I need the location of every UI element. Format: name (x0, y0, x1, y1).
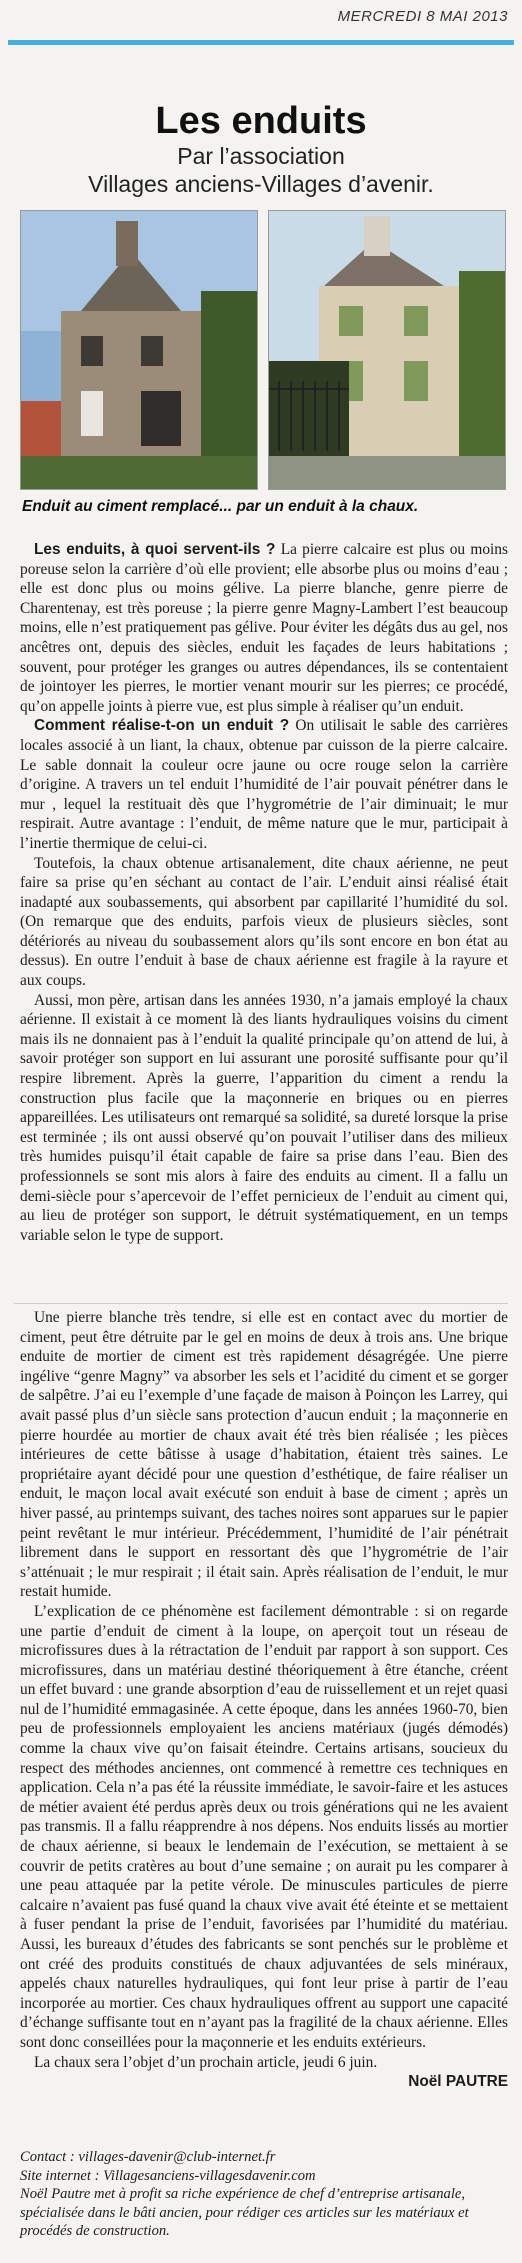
paragraph: L’explication de ce phénomène est facilement démontrable : si on regarde une partie d’enduit de ciment à la loupe, on aperçoit tout un réseau de microfissures dues à la rétractation de l’enduit par rapport à son support. Ces microfissures, dans un matériau destiné théoriquement à être étanche, créent un effet buvard : une grande absorption d’eau de ruissellement et un rejet quasi nul de l’humidité emmagasinée. A cette époque, dans les années 1960-70, bien peu de professionnels employaient les anciens matériaux (jugés démodés) comme la chaux vive qu’on faisait éteindre. Certains artisans, soucieux du respect des méthodes anciennes, ont commencé à remettre ces techniques en application. Cela n’a pas été la réussite immédiate, le savoir-faire et les astuces de métier avaient été perdus après deux ou trois générations qui ne les avaient pas transmis. Il a fallu réapprendre à nos dépens. Nos enduits lissés au mortier de chaux aérienne, si beaux le lendemain de l’exécution, se mettaient à se couvrir de petits cratères au bout d’une semaine ; on aurait pu les comparer à une peau attaquée par la petite vérole. De minuscules particules de pierre calcaire n’avaient pas fusé quand la chaux vive avait été éteinte et se mettaient à fuser pendant la prise de l’enduit, favorisées par l’humidité du matériau. Aussi, les bureaux d’études des fabricants se sont penchés sur le problème et ont créé des produits constitués de chaux adjuvantées de sels minéraux, appelés chaux naturelles hydrauliques, qui font leur prise à partir de l’eau incorporée au mortier. Ces chaux hydrauliques offrent au support une capacité d’échange suffisante tout en n’ayant pas la fragilité de la chaux aérienne. Elles sont donc conseillées pour la maçonnerie et les enduits extérieurs. (20, 1602, 508, 2051)
website-line: Site internet : Villagesanciens-villagesdavenir.com (20, 2167, 316, 2184)
article-title: Les enduits (155, 100, 367, 142)
header-rule (8, 40, 514, 45)
author-byline: Noël PAUTRE (408, 2073, 508, 2091)
paragraph: Aussi, mon père, artisan dans les années 1930, n’a jamais employé la chaux aérienne. Il existait à ce moment là des liants hydrauliques voisins du ciment mais ils ne donnaient pas à l’enduit la qualité principale qu’on attend de lui, à savoir protéger son support en lui assurant une porosité suffisante pour qu’il respire librement. Après la guerre, l’apparition du ciment a rendu la construction plus facile que la maçonnerie en briques ou en pierres appareillées. Les utilisateurs ont remarqué sa solidité, sa dureté lorsque la prise est terminée ; ils ont aussi observé qu’on pouvait l’utiliser dans des milieux très humides puisqu’il était capable de faire sa prise dans l’eau. Bien des professionnels se sont mis alors à faire des enduits au ciment. Il a fallu un demi-siècle pour s’apercevoir de l’effet pernicieux de l’enduit au ciment qui, au lieu de protéger son support, le détruit systématiquement, en un temps variable selon le type de support. (20, 991, 508, 1244)
paragraph: Une pierre blanche très tendre, si elle est en contact avec du mortier de ciment, peut être détruite par le gel en moins de deux à trois ans. Une brique enduite de mortier de ciment est très rapidement désagrégée. Une pierre ingélive “genre Magny” va absorber les sels et l’acidité du ciment et se gorger de salpêtre. J’ai eu l’exemple d’une façade de maison à Poinçon les Larrey, qui avait passé plus d’un siècle sans protection d’aucun enduit ; la maçonnerie en pierre hourdée au mortier de chaux avait été très bien réalisée ; les pièces intérieures de cette bâtisse à usage d’habitation, étaient très saines. Le propriétaire ayant décidé pour une question d’esthétique, de faire réaliser un enduit, le maçon local avait exécuté son enduit à base de ciment ; après un hiver passé, au printemps suivant, des taches noires sont apparues sur le papier peint revêtant le mur intérieur. Précédemment, l’humidité de l’air pénétrait librement dans le support en ressortant dès que l’hygrométrie de l’air s’atténuait ; le mur respirait ; il était sain. Après réalisation de l’enduit, le mur restait humide. (20, 1309, 508, 1601)
contact-line: Contact : villages-davenir@club-internet.fr (20, 2149, 276, 2165)
paragraph (20, 716, 508, 853)
issue-date: MERCREDI 8 MAI 2013 (337, 8, 508, 25)
article-footer (20, 2148, 508, 2241)
paragraph-text: On utilisait le sable des carrières locales associé à un liant, la chaux, obtenue par cuisson de la pierre calcaire. Le sable donnait la couleur ocre jaune ou ocre rouge selon la carrière d’origine. A travers un tel enduit l’humidité de l’air pouvait pénétrer dans le mur , lequel la restituait dès que l’hygrométrie de l’air diminuait; le mur respirait. Autre avantage : l’enduit, de même nature que le mur, participait à l’inertie thermique de celui-ci. (20, 717, 508, 852)
article-body-part1 (20, 540, 508, 1300)
article-subtitle-line1: Par l’association (177, 143, 345, 169)
paragraph: La chaux sera l’objet d’un prochain article, jeudi 6 juin. (34, 2053, 378, 2071)
photo-after (268, 210, 506, 490)
article-body-part2 (20, 1308, 508, 2170)
paragraph (20, 540, 508, 716)
section-heading: Comment réalise-t-on un enduit ? (34, 717, 290, 735)
paragraph-text: La pierre calcaire est plus ou moins poreuse selon la carrière d’où elle provient; elle absorbe plus ou moins d’eau ; elle est donc plus ou moins gélive. La pierre blanche, genre pierre de Charentenay, est très poreuse ; la pierre genre Magny-Lambert l’est beaucoup moins, elle n’est pratiquement pas gélive. Pour éviter les dégâts dus au gel, nos ancêtres ont, depuis des siècles, enduit les façades de leurs habitations ; souvent, pour protéger les granges ou autres dépendances, ils se contentaient de jointoyer les pierres, le mortier venant mourir sur les pierres; ce procédé, qu’on appelle joints à pierre vue, est plus simple à réaliser qu’un enduit. (20, 541, 508, 715)
paragraph: Toutefois, la chaux obtenue artisanalement, dite chaux aérienne, ne peut faire sa prise qu’en séchant au contact de l’air. L’enduit ainsi réalisé était inadapté aux soubassements, qui absorbent par capillarité l’humidité du sol. (On remarque que des enduits, parfois vieux de plusieurs siècles, sont détériorés au niveau du soubassement alors qu’ils sont encore en bon état au dessus). En outre l’enduit à base de chaux aérienne est fragile à la rayure et aux coups. (20, 854, 508, 990)
photo-before (20, 210, 258, 490)
photo-caption: Enduit au ciment remplacé... par un enduit à la chaux. (22, 498, 419, 515)
author-bio: Noël Pautre met à profit sa riche expérience de chef d’entreprise artisanale, spécialisée dans le bâti ancien, pour rédiger ces articles sur les matériaux et procédés de construction. (20, 2186, 469, 2239)
title-block (0, 100, 522, 198)
column-divider (14, 1303, 508, 1304)
article-subtitle-line2: Villages anciens-Villages d’avenir. (88, 171, 434, 197)
section-heading: Les enduits, à quoi servent-ils ? (34, 541, 276, 558)
